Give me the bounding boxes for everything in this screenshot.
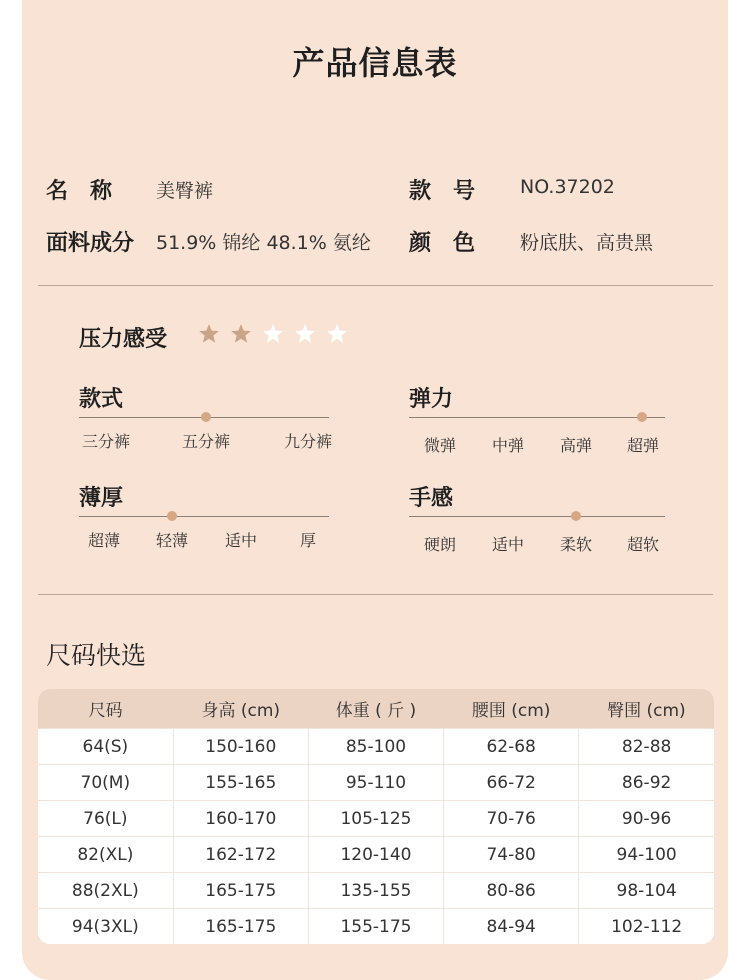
column-header: 体重 ( 斤 ) (308, 689, 443, 729)
table-cell: 162-172 (173, 837, 308, 873)
color-value: 粉底肤、高贵黑 (520, 232, 654, 254)
table-cell: 102-112 (579, 909, 714, 945)
page-title: 产品信息表 (292, 44, 458, 82)
table-cell: 82(XL) (38, 837, 173, 873)
feel-label: 手感 (409, 486, 454, 511)
thickness-scale-line (79, 516, 329, 517)
table-cell: 88(2XL) (38, 873, 173, 909)
table-cell: 84-94 (444, 909, 579, 945)
style-indicator-dot (201, 412, 211, 422)
elasticity-scale-line (409, 417, 665, 418)
star-icon (326, 323, 348, 345)
thickness-label: 薄厚 (79, 486, 124, 511)
table-cell: 94(3XL) (38, 909, 173, 945)
star-icon (198, 323, 220, 345)
table-cell: 165-175 (173, 873, 308, 909)
size-table (38, 689, 714, 944)
elasticity-option: 微弹 (423, 436, 456, 455)
table-cell: 120-140 (308, 837, 443, 873)
table-cell: 160-170 (173, 801, 308, 837)
name-key: 名 称 (46, 179, 113, 204)
table-cell: 62-68 (444, 729, 579, 765)
thickness-option: 超薄 (87, 531, 120, 550)
style-option: 九分裤 (283, 432, 332, 451)
column-header: 身高 (cm) (173, 689, 308, 729)
table-cell: 98-104 (579, 873, 714, 909)
table-row (38, 729, 714, 765)
column-header: 臀围 (cm) (579, 689, 714, 729)
size-section-title: 尺码快选 (46, 641, 147, 670)
table-cell: 105-125 (308, 801, 443, 837)
feel-option: 硬朗 (423, 535, 456, 554)
table-cell: 64(S) (38, 729, 173, 765)
star-icon (230, 323, 252, 345)
table-row (38, 837, 714, 873)
table-cell: 94-100 (579, 837, 714, 873)
table-row (38, 909, 714, 945)
table-cell: 76(L) (38, 801, 173, 837)
column-header: 尺码 (38, 689, 173, 729)
table-row (38, 765, 714, 801)
table-cell: 66-72 (444, 765, 579, 801)
table-cell: 135-155 (308, 873, 443, 909)
table-cell: 82-88 (579, 729, 714, 765)
table-cell: 80-86 (444, 873, 579, 909)
elasticity-option: 高弹 (559, 436, 592, 455)
star-icon (294, 323, 316, 345)
thickness-indicator-dot (167, 511, 177, 521)
table-cell: 90-96 (579, 801, 714, 837)
elasticity-label: 弹力 (409, 387, 454, 412)
table-cell: 150-160 (173, 729, 308, 765)
pressure-label: 压力感受 (79, 327, 168, 352)
table-row (38, 801, 714, 837)
feel-option: 适中 (491, 535, 524, 554)
thickness-option: 轻薄 (155, 531, 188, 550)
thickness-option: 厚 (299, 531, 316, 550)
column-header: 腰围 (cm) (444, 689, 579, 729)
table-cell: 155-165 (173, 765, 308, 801)
table-cell: 86-92 (579, 765, 714, 801)
name-value: 美臀裤 (156, 180, 214, 202)
table-cell: 74-80 (444, 837, 579, 873)
table-header-row (38, 689, 714, 729)
divider-top (38, 285, 713, 286)
fabric-value: 51.9% 锦纶 48.1% 氨纶 (156, 232, 371, 254)
table-cell: 95-110 (308, 765, 443, 801)
feel-scale-line (409, 516, 665, 517)
feel-indicator-dot (571, 511, 581, 521)
style-label: 款式 (79, 387, 124, 412)
table-cell: 85-100 (308, 729, 443, 765)
color-key: 颜 色 (409, 231, 476, 256)
divider-bottom (38, 594, 713, 595)
model-key: 款 号 (409, 179, 476, 204)
table-cell: 70(M) (38, 765, 173, 801)
table-cell: 155-175 (308, 909, 443, 945)
feel-option: 柔软 (559, 535, 592, 554)
star-icon (262, 323, 284, 345)
table-cell: 165-175 (173, 909, 308, 945)
table-cell: 70-76 (444, 801, 579, 837)
feel-option: 超软 (626, 535, 659, 554)
table-row (38, 873, 714, 909)
elasticity-indicator-dot (637, 412, 647, 422)
model-value: NO.37202 (520, 176, 615, 198)
style-option: 三分裤 (81, 432, 130, 451)
thickness-option: 适中 (224, 531, 257, 550)
elasticity-option: 中弹 (491, 436, 524, 455)
style-option: 五分裤 (181, 432, 230, 451)
elasticity-option: 超弹 (626, 436, 659, 455)
fabric-key: 面料成分 (46, 231, 135, 256)
